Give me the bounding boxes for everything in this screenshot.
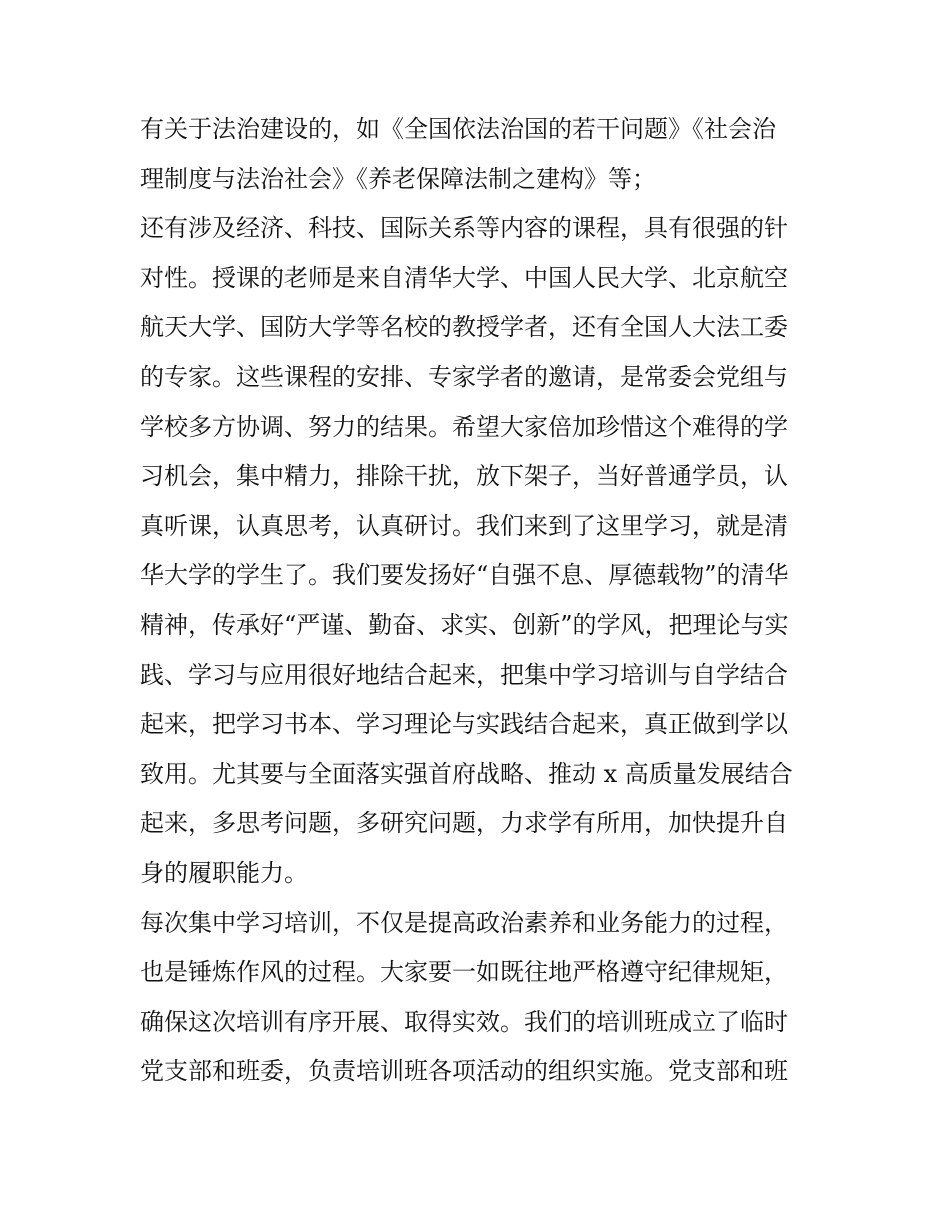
text-line: 起来，多思考问题，多研究问题，力求学有所用，加快提升自	[140, 809, 788, 838]
text-line: 理制度与法治社会》《养老保障法制之建构》等；	[140, 164, 656, 193]
text-line: 习机会，集中精力，排除干扰，放下架子，当好普通学员，认	[140, 462, 788, 491]
text-line: 确保这次培训有序开展、取得实效。我们的培训班成立了临时	[140, 1007, 788, 1036]
text-line: 身的履职能力。	[140, 858, 308, 887]
text-line: 还有涉及经济、科技、国际关系等内容的课程，具有很强的针	[140, 214, 788, 243]
text-line: 精神，传承好“严谨、勤奋、求实、创新”的学风，把理论与实	[140, 610, 789, 639]
text-line: 学校多方协调、努力的结果。希望大家倍加珍惜这个难得的学	[140, 412, 788, 441]
text-line: 航天大学、国防大学等名校的教授学者，还有全国人大法工委	[140, 313, 788, 342]
text-line: 践、学习与应用很好地结合起来，把集中学习培训与自学结合	[140, 660, 788, 689]
text-line: 华大学的学生了。我们要发扬好“自强不息、厚德载物”的清华	[140, 561, 789, 590]
text-line: 的专家。这些课程的安排、专家学者的邀请，是常委会党组与	[140, 362, 788, 391]
text-line: 致用。尤其要与全面落实强首府战略、推动 x 高质量发展结合	[140, 759, 793, 788]
text-line: 党支部和班委，负责培训班各项活动的组织实施。党支部和班	[140, 1057, 788, 1086]
text-line: 每次集中学习培训，不仅是提高政治素养和业务能力的过程，	[140, 908, 788, 937]
text-line: 对性。授课的老师是来自清华大学、中国人民大学、北京航空	[140, 263, 788, 292]
text-line: 真听课，认真思考，认真研讨。我们来到了这里学习，就是清	[140, 511, 788, 540]
text-line: 也是锤炼作风的过程。大家要一如既往地严格遵守纪律规矩，	[140, 958, 788, 987]
text-line: 有关于法治建设的，如《全国依法治国的若干问题》《社会治	[140, 115, 776, 143]
body-text	[140, 105, 812, 1097]
text-line: 起来，把学习书本、学习理论与实践结合起来，真正做到学以	[140, 710, 788, 739]
